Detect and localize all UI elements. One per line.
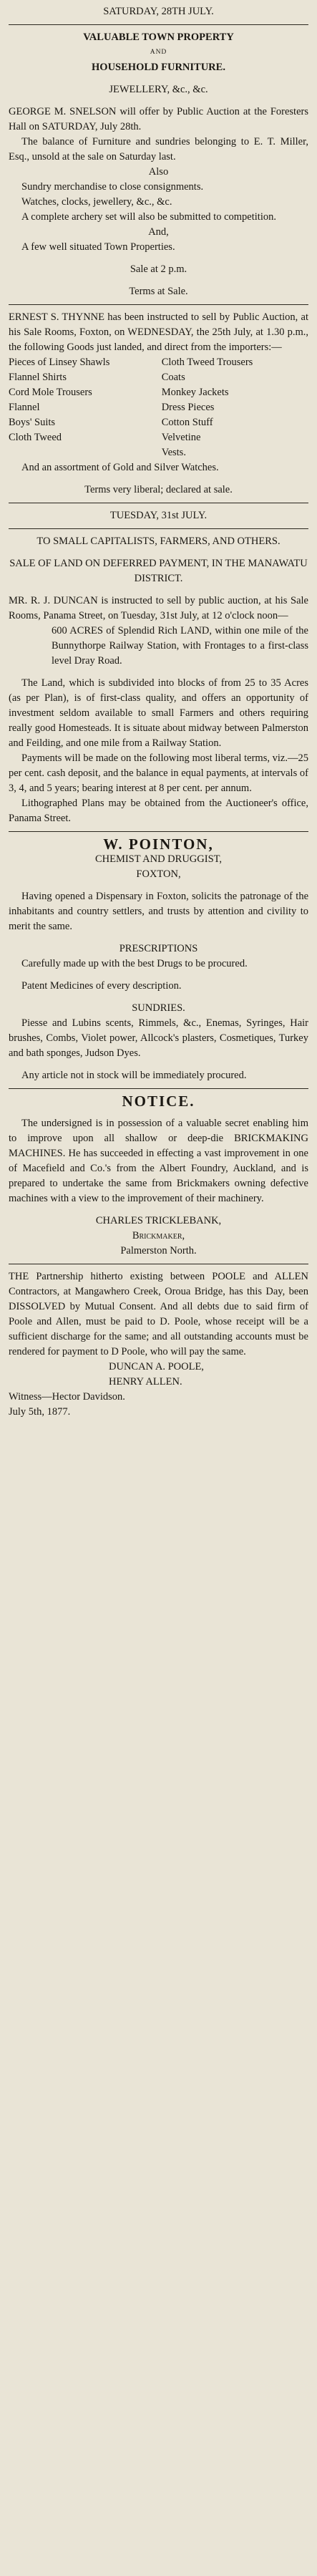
ad1-p2: The balance of Furniture and sundries belonging to E. T. Miller, Esq., unsold at the sale on Saturday last. — [9, 136, 308, 163]
ad1-p6: A few well situated Town Properties. — [21, 241, 175, 253]
ad4-p5: Any article not in stock will be immediately procured. — [21, 1070, 247, 1081]
ad3-p4: Payments will be made on the following most liberal terms, viz.—25 per cent. cash deposit, and the balance in equal payments, at intervals of 3, 4, and 5 years; bearing interest at 8 per cent. per annum. — [9, 752, 308, 794]
ad4-h2: SUNDRIES. — [132, 1002, 185, 1014]
ad3-p2: 600 ACRES of Splendid Rich LAND, within one mile of the Bunnythorpe Railway Station, with Frontages to a first-class level Dray Road. — [52, 625, 308, 667]
advert-chemist — [9, 837, 308, 1083]
ad5-name: CHARLES TRICKLEBANK, — [95, 1215, 222, 1226]
ad1-title1: VALUABLE TOWN PROPERTY — [83, 32, 234, 43]
ad1-also: Also — [148, 166, 169, 178]
ad6-sig2: HENRY ALLEN. — [109, 1376, 182, 1388]
ad4-p3: Patent Medicines of every description. — [21, 980, 182, 992]
ad3-p5: Lithographed Plans may be obtained from the Auctioneer's office, Panama Street. — [9, 798, 308, 824]
ad4-title: CHEMIST AND DRUGGIST, — [94, 853, 223, 865]
ad6-sig1: DUNCAN A. POOLE, — [109, 1361, 204, 1372]
ad1-sale: Sale at 2 p.m. — [130, 263, 187, 275]
advert-land-sale — [9, 508, 308, 826]
ad1-p1: GEORGE M. SNELSON will offer by Public Auction at the Foresters Hall on SATURDAY, July 28th. — [9, 106, 308, 132]
ad4-name: W. POINTON, — [103, 836, 214, 853]
divider — [9, 1088, 308, 1089]
ad3-sub: SALE OF LAND ON DEFERRED PAYMENT, IN THE MANAWATU DISTRICT. — [9, 558, 308, 584]
goods-item: Monkey Jackets — [161, 387, 229, 398]
goods-item: Cotton Stuff — [161, 417, 213, 428]
ad3-p1: MR. R. J. DUNCAN is instructed to sell by public auction, at his Sale Rooms, Panama Street, on Tuesday, 31st July, at 12 o'clock noon— — [9, 595, 308, 621]
divider — [9, 528, 308, 529]
ad1-sub: JEWELLERY, &c., &c. — [109, 84, 208, 95]
ad3-date: TUESDAY, 31st JULY. — [109, 510, 208, 521]
advert-thynne-auction — [9, 310, 308, 498]
goods-item: Cloth Tweed — [9, 432, 62, 443]
goods-item: Cord Mole Trousers — [9, 387, 92, 398]
ad1-terms: Terms at Sale. — [129, 286, 188, 297]
goods-list — [9, 355, 308, 460]
ad4-p1: Having opened a Dispensary in Foxton, solicits the patronage of the inhabitants and country settlers, and trusts by attention and civility to merit the same. — [9, 891, 308, 932]
goods-item: Coats — [161, 372, 185, 383]
divider — [9, 831, 308, 832]
ad6-witness: Witness—Hector Davidson. — [9, 1391, 125, 1403]
ad1-and2: And, — [148, 226, 169, 238]
goods-item: Pieces of Linsey Shawls — [9, 357, 110, 368]
date-heading: SATURDAY, 28TH JULY. — [103, 6, 214, 17]
ad2-p1: ERNEST S. THYNNE has been instructed to sell by Public Auction, at his Sale Rooms, Foxton, on WEDNESDAY, the 25th July, at 1.30 p.m., the following Goods just landed, and direct from the importers:— — [9, 311, 308, 353]
goods-item: Flannel — [9, 402, 40, 413]
ad5-trade: Brickmaker, — [132, 1230, 185, 1241]
divider — [9, 304, 308, 305]
goods-item: Flannel Shirts — [9, 372, 67, 383]
ad3-head: TO SMALL CAPITALISTS, FARMERS, AND OTHERS. — [36, 536, 281, 547]
ad3-p3: The Land, which is subdivided into blocks of from 25 to 35 Acres (as per Plan), is of first-class quality, and offers an opportunity of investment seldom available to small Farmers and others requiring really good Homesteads. It is situate about midway between Palmerston and Feilding, and one mile from a Railway Station. — [9, 677, 308, 749]
ad4-p2: Carefully made up with the best Drugs to be procured. — [21, 958, 248, 969]
ad4-town: FOXTON, — [136, 868, 181, 880]
ad4-h1: PRESCRIPTIONS — [119, 943, 198, 954]
advert-notice — [9, 1094, 308, 1259]
ad5-head: NOTICE. — [122, 1093, 195, 1110]
divider — [9, 24, 308, 25]
ad1-p3: Sundry merchandise to close consignments. — [21, 181, 204, 193]
ad4-p4: Piesse and Lubins scents, Rimmels, &c., Enemas, Syringes, Hair brushes, Combs, Violet power, Allcock's plasters, Cosmetiques, Turkey and bath sponges, Judson Dyes. — [9, 1017, 308, 1059]
ad6-p1: THE Partnership hitherto existing between POOLE and ALLEN Contractors, at Mangawhero Creek, Oroua Bridge, has this Day, been DISSOLVED by Mutual Consent. And all debts due to said firm of Poole and Allen, must be paid to D. Poole, whose receipt will be a sufficient discharge for the same; and all outstanding accounts must be rendered for payment to D Poole, who will pay the same. — [9, 1271, 308, 1357]
ad1-p5: A complete archery set will also be submitted to competition. — [21, 211, 276, 223]
ad5-p1: The undersigned is in possession of a valuable secret enabling him to improve upon all shallow or deep-die BRICKMAKING MACHINES. He has succeeded in effecting a vast improvement in one of Macefield and Co.'s from the Albert Foundry, Auckland, and is prepared to undertake the same from Brickmakers owning defective machines with a view to the improvement of their machinery. — [9, 1118, 308, 1204]
goods-item: Vests. — [161, 447, 186, 458]
ad1-title2: HOUSEHOLD FURNITURE. — [92, 62, 225, 73]
ad2-terms: Terms very liberal; declared at sale. — [84, 484, 233, 495]
ad6-date: July 5th, 1877. — [9, 1406, 71, 1418]
advert-partnership — [9, 1269, 308, 1420]
advert-town-property — [9, 30, 308, 299]
ad2-p2: And an assortment of Gold and Silver Watches. — [21, 462, 219, 473]
goods-item: Boys' Suits — [9, 417, 56, 428]
ad1-and: AND — [150, 49, 167, 56]
goods-item: Dress Pieces — [161, 402, 215, 413]
ad5-town: Palmerston North. — [120, 1245, 197, 1256]
ad1-p4: Watches, clocks, jewellery, &c., &c. — [21, 196, 172, 208]
goods-item: Velvetine — [161, 432, 201, 443]
goods-item: Cloth Tweed Trousers — [161, 357, 253, 368]
